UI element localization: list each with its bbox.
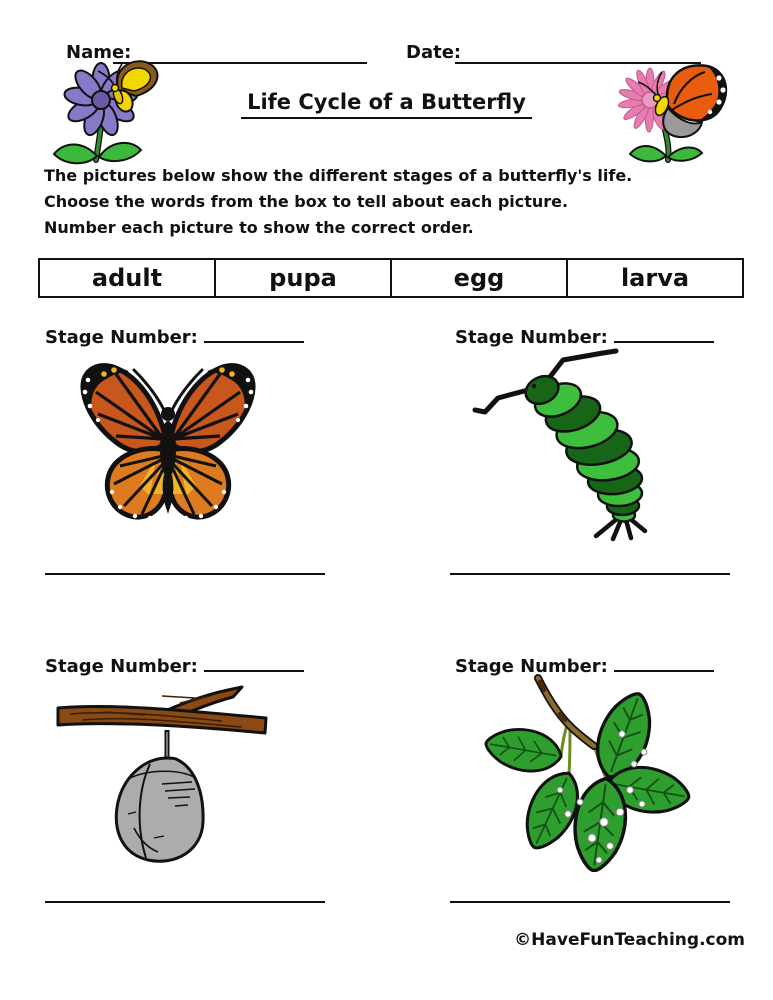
stage-number-text: Stage Number: [45, 327, 198, 348]
stage-4-answer-line [450, 901, 730, 903]
word-box-cell-larva: larva [566, 260, 742, 296]
stage-4-number-blank [614, 656, 714, 672]
stage-1-answer-line [45, 573, 325, 575]
instructions-block [44, 163, 632, 241]
date-label: Date: [406, 42, 462, 63]
purple-flower-butterfly-image [44, 56, 171, 166]
stage-number-text: Stage Number: [455, 327, 608, 348]
word-box [38, 258, 744, 298]
stage-1-number-blank [204, 327, 304, 343]
instructions-line-3: Number each picture to show the correct order. [44, 218, 474, 237]
page-title: Life Cycle of a Butterfly [241, 90, 532, 119]
instructions-line-1: The pictures below show the different stages of a butterfly's life. [44, 166, 633, 185]
caterpillar-larva-image [468, 338, 693, 548]
adult-butterfly-image [68, 344, 268, 536]
footer-credit: ©HaveFunTeaching.com [514, 930, 745, 950]
word-box-cell-adult: adult [91, 264, 163, 292]
orange-butterfly-flower-image [610, 60, 740, 164]
instructions-line-2: Choose the words from the box to tell about each picture. [44, 192, 569, 211]
stage-number-text: Stage Number: [455, 656, 608, 677]
stage-number-text: Stage Number: [45, 656, 198, 677]
stage-3-number-blank [204, 656, 304, 672]
stage-3-number-label [45, 656, 304, 677]
stage-2-answer-line [450, 573, 730, 575]
word-box-cell-egg: egg [390, 260, 566, 296]
word-box-cell-pupa: pupa [214, 260, 390, 296]
stage-3-answer-line [45, 901, 325, 903]
eggs-on-leaves-image [472, 672, 700, 872]
chrysalis-pupa-image [50, 678, 275, 873]
name-label: Name: [66, 42, 132, 63]
